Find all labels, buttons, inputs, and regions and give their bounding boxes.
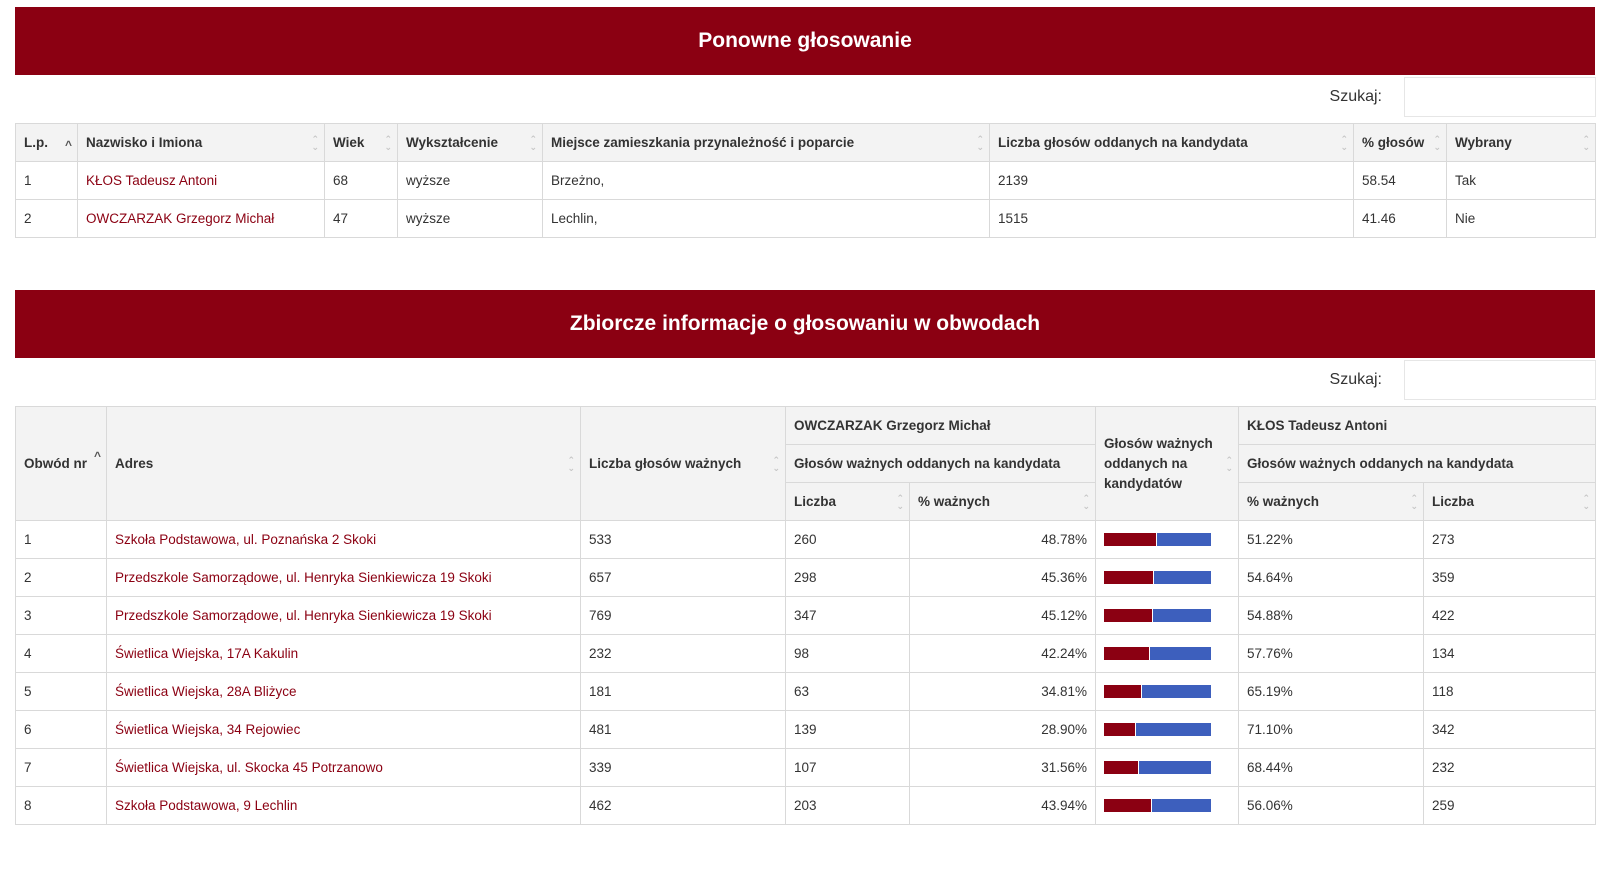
cell-name	[78, 200, 325, 238]
table-row	[16, 521, 1596, 559]
candidate-link[interactable]: OWCZARZAK Grzegorz Michał	[86, 211, 275, 226]
table-row	[16, 200, 1596, 238]
cell-candidate-2-count: 259	[1424, 787, 1596, 825]
cell-address	[107, 559, 581, 597]
candidates-table	[15, 123, 1596, 238]
vote-bar-candidate-1	[1104, 685, 1141, 698]
col-candidate-2-percent[interactable]: % ważnych ⌃ ⌄	[1239, 483, 1424, 521]
sort-icon[interactable]: ⌃ ⌄	[1410, 492, 1419, 511]
search-input[interactable]	[1404, 360, 1596, 400]
cell-vote-bar	[1096, 711, 1239, 749]
cell-candidate-2-percent: 54.88%	[1239, 597, 1424, 635]
sort-icon[interactable]: ⌃ ⌄	[567, 454, 575, 473]
cell-percent: 41.46	[1354, 200, 1447, 238]
sort-icon[interactable]: ⌃ ⌄	[529, 133, 537, 152]
sort-icon[interactable]: ⌃ ⌄	[1082, 492, 1091, 511]
cell-votes: 2139	[990, 162, 1354, 200]
vote-bar-candidate-2	[1149, 647, 1211, 660]
cell-candidate-2-percent: 71.10%	[1239, 711, 1424, 749]
cell-candidate-1-percent: 34.81%	[910, 673, 1096, 711]
district-link[interactable]: Świetlica Wiejska, 17A Kakulin	[115, 646, 299, 661]
cell-district-nr: 7	[16, 749, 107, 787]
cell-age: 68	[325, 162, 398, 200]
cell-candidate-1-count: 260	[786, 521, 910, 559]
section-banner-repeat-vote	[15, 7, 1595, 75]
col-place[interactable]: Miejsce zamieszkania przynależność i poparcie ⌃ ⌄	[543, 124, 990, 162]
cell-district-nr: 6	[16, 711, 107, 749]
cell-candidate-2-count: 359	[1424, 559, 1596, 597]
cell-valid-votes: 769	[581, 597, 786, 635]
cell-valid-votes: 657	[581, 559, 786, 597]
vote-bar-candidate-1	[1104, 533, 1156, 546]
table-row	[16, 711, 1596, 749]
cell-district-nr: 5	[16, 673, 107, 711]
cell-place: Brzeżno,	[543, 162, 990, 200]
vote-bar-candidate-2	[1152, 609, 1211, 622]
vote-share-bar	[1104, 533, 1211, 546]
cell-district-nr: 1	[16, 521, 107, 559]
cell-candidate-2-percent: 68.44%	[1239, 749, 1424, 787]
table-row	[16, 559, 1596, 597]
col-votes[interactable]: Liczba głosów oddanych na kandydata ⌃ ⌄	[990, 124, 1354, 162]
vote-bar-candidate-1	[1104, 609, 1152, 622]
cell-elected: Nie	[1447, 200, 1596, 238]
cell-candidate-1-percent: 45.36%	[910, 559, 1096, 597]
cell-candidate-1-count: 347	[786, 597, 910, 635]
cell-address	[107, 521, 581, 559]
cell-vote-bar	[1096, 673, 1239, 711]
district-link[interactable]: Szkoła Podstawowa, 9 Lechlin	[115, 798, 298, 813]
cell-candidate-1-percent: 42.24%	[910, 635, 1096, 673]
col-vote-chart[interactable]: Głosów ważnych oddanych na kandydatów ⌃ ⌄	[1096, 407, 1239, 521]
vote-share-bar	[1104, 647, 1211, 660]
cell-candidate-1-count: 139	[786, 711, 910, 749]
cell-lp: 1	[16, 162, 78, 200]
cell-votes: 1515	[990, 200, 1354, 238]
col-name[interactable]: Nazwisko i Imiona ⌃ ⌄	[78, 124, 325, 162]
sort-icon[interactable]: ⌃ ⌄	[1340, 133, 1348, 152]
cell-name	[78, 162, 325, 200]
col-district-nr[interactable]: Obwód nr ^	[16, 407, 107, 521]
search-label: Szukaj:	[1329, 88, 1382, 105]
district-link[interactable]: Przedszkole Samorządowe, ul. Henryka Sienkiewicza 19 Skoki	[115, 570, 492, 585]
cell-valid-votes: 481	[581, 711, 786, 749]
cell-address	[107, 749, 581, 787]
vote-bar-candidate-1	[1104, 647, 1149, 660]
cell-place: Lechlin,	[543, 200, 990, 238]
sort-icon[interactable]: ⌃ ⌄	[896, 492, 904, 511]
table-row	[16, 673, 1596, 711]
districts-table	[15, 406, 1596, 825]
vote-bar-candidate-1	[1104, 723, 1135, 736]
col-candidate-2-count[interactable]: Liczba ⌃ ⌄	[1424, 483, 1596, 521]
vote-bar-candidate-1	[1104, 799, 1151, 812]
cell-valid-votes: 232	[581, 635, 786, 673]
vote-bar-candidate-2	[1135, 723, 1211, 736]
vote-share-bar	[1104, 571, 1211, 584]
cell-vote-bar	[1096, 521, 1239, 559]
vote-share-bar	[1104, 685, 1211, 698]
sort-icon[interactable]: ⌃ ⌄	[311, 133, 319, 152]
col-candidate-2: KŁOS Tadeusz Antoni	[1239, 407, 1596, 445]
district-link[interactable]: Świetlica Wiejska, 34 Rejowiec	[115, 722, 301, 737]
cell-candidate-1-count: 107	[786, 749, 910, 787]
cell-candidate-2-percent: 51.22%	[1239, 521, 1424, 559]
cell-vote-bar	[1096, 559, 1239, 597]
sort-icon[interactable]: ⌃ ⌄	[772, 454, 780, 473]
col-candidate-1-sub: Głosów ważnych oddanych na kandydata	[786, 445, 1096, 483]
table-row	[16, 162, 1596, 200]
district-link[interactable]: Szkoła Podstawowa, ul. Poznańska 2 Skoki	[115, 532, 377, 547]
cell-address	[107, 787, 581, 825]
col-elected[interactable]: Wybrany ⌃ ⌄	[1447, 124, 1596, 162]
cell-address	[107, 673, 581, 711]
cell-candidate-1-percent: 31.56%	[910, 749, 1096, 787]
vote-bar-candidate-1	[1104, 761, 1138, 774]
vote-share-bar	[1104, 761, 1211, 774]
cell-candidate-2-percent: 65.19%	[1239, 673, 1424, 711]
sort-asc-icon[interactable]: ^	[93, 449, 101, 463]
cell-candidate-2-count: 134	[1424, 635, 1596, 673]
col-candidate-1-percent[interactable]: % ważnych ⌃ ⌄	[910, 483, 1096, 521]
cell-vote-bar	[1096, 597, 1239, 635]
vote-share-bar	[1104, 609, 1211, 622]
district-link[interactable]: Przedszkole Samorządowe, ul. Henryka Sienkiewicza 19 Skoki	[115, 608, 492, 623]
cell-district-nr: 2	[16, 559, 107, 597]
cell-candidate-2-percent: 54.64%	[1239, 559, 1424, 597]
col-address[interactable]: Adres ⌃ ⌄	[107, 407, 581, 521]
cell-vote-bar	[1096, 787, 1239, 825]
sort-icon[interactable]: ⌃ ⌄	[1582, 492, 1591, 511]
cell-candidate-2-percent: 56.06%	[1239, 787, 1424, 825]
cell-vote-bar	[1096, 749, 1239, 787]
cell-candidate-2-count: 232	[1424, 749, 1596, 787]
cell-address	[107, 635, 581, 673]
cell-candidate-1-percent: 45.12%	[910, 597, 1096, 635]
search-row	[1330, 77, 1596, 117]
cell-candidate-2-count: 422	[1424, 597, 1596, 635]
vote-bar-candidate-2	[1156, 533, 1211, 546]
cell-education: wyższe	[398, 200, 543, 238]
col-valid-votes[interactable]: Liczba głosów ważnych ⌃ ⌄	[581, 407, 786, 521]
sort-icon[interactable]: ⌃ ⌄	[976, 133, 984, 152]
col-candidate-2-sub: Głosów ważnych oddanych na kandydata	[1239, 445, 1596, 483]
district-link[interactable]: Świetlica Wiejska, 28A Bliżyce	[115, 684, 297, 699]
section-banner-summary	[15, 290, 1595, 358]
vote-bar-candidate-2	[1141, 685, 1211, 698]
cell-candidate-1-percent: 48.78%	[910, 521, 1096, 559]
cell-address	[107, 711, 581, 749]
table-row	[16, 597, 1596, 635]
sort-icon[interactable]: ⌃ ⌄	[1225, 454, 1234, 473]
cell-candidate-2-count: 118	[1424, 673, 1596, 711]
cell-district-nr: 3	[16, 597, 107, 635]
sort-icon[interactable]: ⌃ ⌄	[384, 133, 392, 152]
cell-district-nr: 8	[16, 787, 107, 825]
cell-vote-bar	[1096, 635, 1239, 673]
col-candidate-1: OWCZARZAK Grzegorz Michał	[786, 407, 1096, 445]
table-row	[16, 787, 1596, 825]
cell-valid-votes: 339	[581, 749, 786, 787]
col-age[interactable]: Wiek ⌃ ⌄	[325, 124, 398, 162]
col-candidate-1-count[interactable]: Liczba ⌃ ⌄	[786, 483, 910, 521]
cell-lp: 2	[16, 200, 78, 238]
vote-share-bar	[1104, 723, 1211, 736]
vote-share-bar	[1104, 799, 1211, 812]
sort-icon[interactable]: ⌃ ⌄	[1582, 133, 1590, 152]
cell-valid-votes: 462	[581, 787, 786, 825]
col-lp[interactable]: L.p. ^	[16, 124, 78, 162]
search-row	[1330, 360, 1596, 400]
vote-bar-candidate-2	[1138, 761, 1211, 774]
sort-icon[interactable]: ⌃ ⌄	[1433, 133, 1441, 152]
district-link[interactable]: Świetlica Wiejska, ul. Skocka 45 Potrzanowo	[115, 760, 383, 775]
cell-candidate-1-percent: 43.94%	[910, 787, 1096, 825]
vote-bar-candidate-2	[1153, 571, 1211, 584]
table-row	[16, 635, 1596, 673]
search-input[interactable]	[1404, 77, 1596, 117]
cell-candidate-2-count: 273	[1424, 521, 1596, 559]
cell-candidate-1-percent: 28.90%	[910, 711, 1096, 749]
cell-candidate-1-count: 298	[786, 559, 910, 597]
cell-candidate-2-count: 342	[1424, 711, 1596, 749]
cell-candidate-1-count: 98	[786, 635, 910, 673]
cell-candidate-1-count: 203	[786, 787, 910, 825]
col-education[interactable]: Wykształcenie ⌃ ⌄	[398, 124, 543, 162]
vote-bar-candidate-1	[1104, 571, 1153, 584]
candidate-link[interactable]: KŁOS Tadeusz Antoni	[86, 173, 218, 188]
cell-percent: 58.54	[1354, 162, 1447, 200]
sort-asc-icon[interactable]: ^	[64, 138, 72, 152]
table-header-row	[16, 407, 1596, 445]
search-label: Szukaj:	[1329, 371, 1382, 388]
cell-address	[107, 597, 581, 635]
section-title: Zbiorcze informacje o głosowaniu w obwodach	[569, 312, 1041, 335]
cell-age: 47	[325, 200, 398, 238]
section-title: Ponowne głosowanie	[698, 29, 912, 52]
vote-bar-candidate-2	[1151, 799, 1211, 812]
col-percent[interactable]: % głosów ⌃ ⌄	[1354, 124, 1447, 162]
cell-valid-votes: 533	[581, 521, 786, 559]
cell-candidate-2-percent: 57.76%	[1239, 635, 1424, 673]
cell-valid-votes: 181	[581, 673, 786, 711]
cell-education: wyższe	[398, 162, 543, 200]
table-row	[16, 749, 1596, 787]
cell-elected: Tak	[1447, 162, 1596, 200]
cell-district-nr: 4	[16, 635, 107, 673]
table-header-row	[16, 124, 1596, 162]
cell-candidate-1-count: 63	[786, 673, 910, 711]
